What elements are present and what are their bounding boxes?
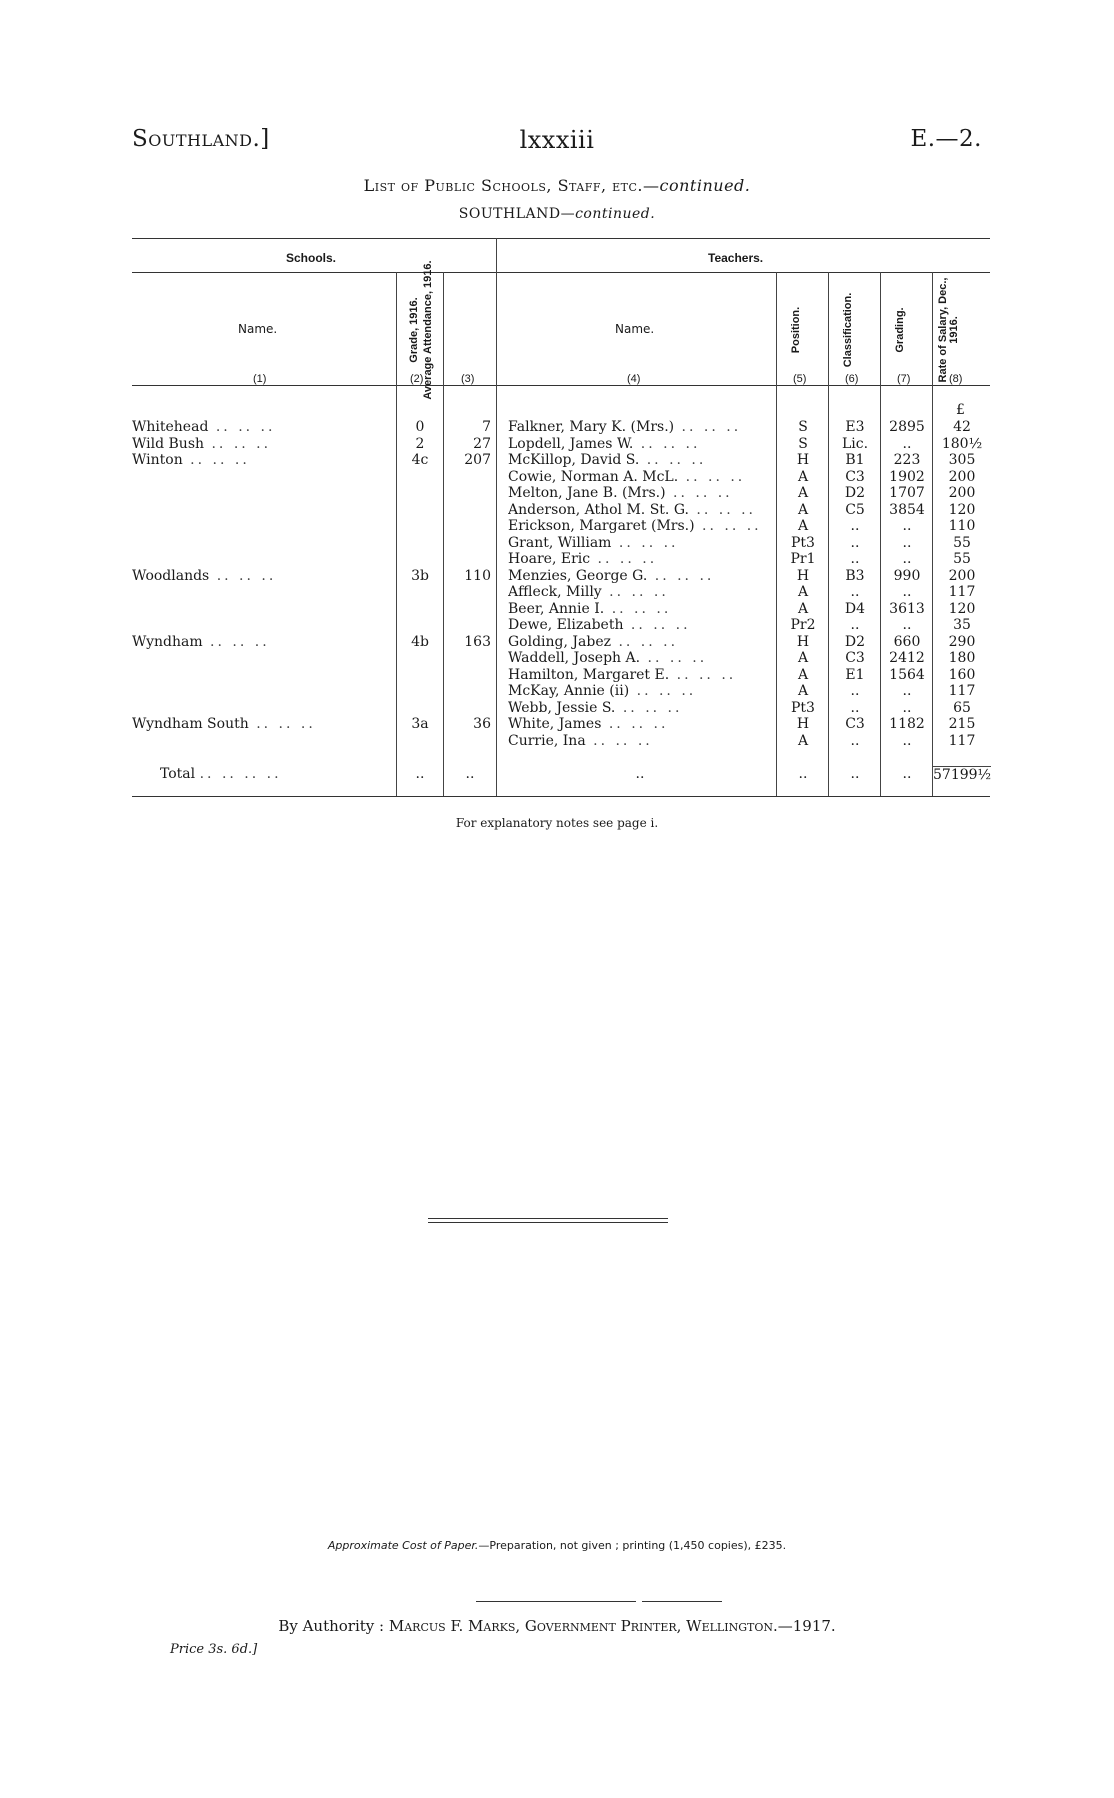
table-title-main: List of Public Schools, Staff, etc.—: [363, 176, 660, 195]
cell-salary: 117: [948, 683, 976, 699]
cell-position: A: [797, 650, 809, 666]
cell-classification: ..: [850, 518, 860, 534]
header-school-name: Name.: [238, 322, 278, 336]
cell-classification: ..: [850, 584, 860, 600]
cell-position: H: [796, 452, 810, 468]
total-teacher: ..: [635, 766, 645, 782]
col-number-1: (1): [253, 373, 267, 385]
authority-rule-1: [476, 1601, 636, 1602]
cell-salary: 200: [948, 485, 976, 501]
col-number-5: (5): [793, 373, 807, 385]
cell-classification: B3: [845, 567, 865, 584]
cell-classification: E3: [845, 419, 865, 435]
cell-salary: 180: [948, 650, 976, 666]
col-number-4: (4): [627, 373, 641, 385]
cell-grading: ..: [902, 732, 912, 749]
cell-school-name: Wild Bush .. .. ..: [132, 435, 272, 452]
cell-grading: 3613: [889, 600, 925, 617]
cell-salary: 55: [953, 534, 971, 551]
cell-grade: 4b: [411, 633, 429, 650]
cell-teacher-name: Currie, Ina .. .. ..: [508, 732, 653, 749]
cell-teacher-name: Hoare, Eric .. .. ..: [508, 551, 658, 567]
cell-classification: ..: [850, 699, 860, 716]
header-position: Position.: [790, 306, 802, 354]
cell-salary: 110: [948, 518, 976, 534]
table-subtitle-main: SOUTHLAND—: [458, 206, 576, 222]
group-teachers: Teachers.: [708, 251, 764, 265]
col-number-6: (6): [845, 373, 859, 385]
cell-teacher-name: Dewe, Elizabeth .. .. ..: [508, 617, 691, 633]
cell-salary: 180½: [941, 435, 983, 452]
explanatory-note: For explanatory notes see page i.: [455, 816, 659, 830]
table-subtitle-italic: continued.: [575, 206, 656, 222]
cell-teacher-name: Hamilton, Margaret E. .. .. ..: [508, 666, 737, 683]
group-schools: Schools.: [286, 251, 337, 265]
cell-classification: C3: [845, 716, 865, 732]
cell-position: Pt3: [791, 699, 815, 716]
cell-attendance: 207: [464, 452, 491, 468]
cell-teacher-name: Grant, William .. .. ..: [508, 534, 679, 551]
authority-rule-2: [642, 1601, 722, 1602]
end-rule-2: [428, 1222, 668, 1223]
col-divider-5: [828, 272, 829, 796]
cell-classification: B1: [845, 452, 865, 468]
total-position: ..: [798, 766, 808, 782]
table-title-italic: continued.: [659, 176, 751, 195]
cell-grade: 4c: [411, 452, 429, 468]
cell-grading: ..: [902, 518, 912, 534]
cell-salary: 215: [948, 716, 976, 732]
cell-position: A: [797, 666, 809, 683]
cell-salary: 120: [948, 501, 976, 518]
cell-grade: 3a: [411, 716, 429, 732]
cell-grading: 1564: [889, 666, 925, 683]
cell-grading: ..: [902, 683, 912, 699]
cell-classification: ..: [850, 732, 860, 749]
printer-name: Marcus F. Marks, Government Printer, Wellington.—1917.: [388, 1617, 836, 1635]
table-title: [0, 176, 1114, 195]
cell-salary: 35: [953, 617, 971, 633]
cell-classification: ..: [850, 617, 860, 633]
cell-position: A: [797, 683, 809, 699]
col-number-7: (7): [897, 373, 911, 385]
cell-grading: 3854: [889, 501, 925, 518]
cell-teacher-name: McKay, Annie (ii) .. .. ..: [508, 683, 697, 699]
cell-position: A: [797, 732, 809, 749]
authority-line: [0, 1617, 1114, 1635]
cell-position: S: [798, 419, 808, 435]
page-number: lxxxiii: [519, 126, 595, 154]
cell-teacher-name: Waddell, Joseph A. .. .. ..: [508, 650, 708, 666]
end-rule-1: [428, 1218, 668, 1219]
cell-classification: C3: [845, 650, 865, 666]
cell-classification: C5: [845, 501, 865, 518]
cell-grading: ..: [902, 617, 912, 633]
cell-position: A: [797, 600, 809, 617]
cell-teacher-name: Erickson, Margaret (Mrs.) .. .. ..: [508, 518, 762, 534]
cell-classification: D4: [844, 600, 866, 617]
cell-teacher-name: Cowie, Norman A. McL. .. .. ..: [508, 468, 746, 485]
cell-teacher-name: Golding, Jabez .. .. ..: [508, 633, 679, 650]
cell-grading: 223: [893, 452, 921, 468]
cell-grading: 1182: [889, 716, 925, 732]
cell-attendance: 163: [464, 633, 491, 650]
table-top-rule: [132, 238, 990, 239]
cell-teacher-name: Menzies, George G. .. .. ..: [508, 567, 715, 584]
cell-grade: 0: [415, 419, 425, 435]
cell-attendance: 110: [464, 567, 491, 584]
cell-salary: 290: [948, 633, 976, 650]
table-bottom-rule: [132, 796, 990, 797]
cell-grading: 1902: [889, 468, 925, 485]
cell-position: H: [796, 567, 810, 584]
header-teacher-name: Name.: [615, 322, 655, 336]
cell-salary: 200: [948, 567, 976, 584]
cell-teacher-name: McKillop, David S. .. .. ..: [508, 452, 707, 468]
cell-teacher-name: Anderson, Athol M. St. G. .. .. ..: [508, 501, 757, 518]
col-number-3: (3): [461, 373, 475, 385]
total-salary: 57199½: [933, 767, 992, 783]
cell-classification: D2: [844, 633, 866, 650]
cell-teacher-name: Lopdell, James W. .. .. ..: [508, 435, 701, 452]
table-subtitle: [0, 206, 1114, 222]
cell-position: Pr2: [790, 617, 816, 633]
header-grading: Grading.: [894, 307, 906, 353]
cell-teacher-name: White, James .. .. ..: [508, 716, 669, 732]
col-divider-4: [776, 272, 777, 796]
cell-grade: 2: [415, 435, 425, 452]
total-grade: ..: [415, 766, 425, 782]
header-attendance: Average Attendance, 1916.: [422, 260, 434, 400]
header-grade: Grade, 1916.: [408, 297, 420, 363]
cell-grading: ..: [902, 699, 912, 716]
cell-position: A: [797, 584, 809, 600]
cell-classification: C3: [845, 468, 865, 485]
cell-teacher-name: Melton, Jane B. (Mrs.) .. .. ..: [508, 485, 733, 501]
cell-classification: ..: [850, 683, 860, 699]
col-number-8: (8): [949, 373, 963, 385]
running-head-right: E.—2.: [910, 126, 982, 152]
cell-grading: 990: [893, 567, 921, 584]
cell-salary: 120: [948, 600, 976, 617]
cell-position: S: [798, 435, 808, 452]
col-divider-6: [880, 272, 881, 796]
cell-salary: 117: [948, 732, 976, 749]
cell-school-name: Wyndham South .. .. ..: [132, 716, 316, 732]
total-grading: ..: [902, 766, 912, 782]
cost-text: —Preparation, not given ; printing (1,450 copies), £235.: [478, 1539, 787, 1552]
cell-grading: 2895: [889, 419, 925, 435]
cell-classification: ..: [850, 534, 860, 551]
cell-classification: E1: [845, 666, 865, 683]
running-head-left: Southland.]: [132, 126, 270, 152]
col-divider-1: [396, 272, 397, 796]
cell-salary: 160: [948, 666, 976, 683]
col-divider-7: [932, 272, 933, 796]
total-attendance: ..: [465, 766, 475, 782]
cell-attendance: 36: [473, 716, 491, 732]
cell-grading: ..: [902, 534, 912, 551]
cell-classification: D2: [844, 485, 866, 501]
cell-position: H: [796, 716, 810, 732]
cell-school-name: Wyndham .. .. ..: [132, 633, 270, 650]
col-number-2: (2): [410, 373, 424, 385]
currency-symbol: £: [956, 402, 965, 418]
cell-salary: 55: [953, 551, 971, 567]
cost-label: Approximate Cost of Paper.: [327, 1539, 479, 1552]
authority-prefix: By Authority :: [278, 1617, 385, 1635]
cell-grading: 660: [893, 633, 921, 650]
cell-school-name: Winton .. .. ..: [132, 452, 250, 468]
cell-salary: 117: [948, 584, 976, 600]
cell-position: A: [797, 468, 809, 485]
cell-position: H: [796, 633, 810, 650]
cell-teacher-name: Webb, Jessie S. .. .. ..: [508, 699, 683, 716]
cell-classification: Lic.: [841, 435, 869, 452]
cell-grading: ..: [902, 551, 912, 567]
cell-salary: 200: [948, 468, 976, 485]
cell-attendance: 7: [482, 419, 491, 435]
cell-grading: 2412: [889, 650, 925, 666]
cell-teacher-name: Affleck, Milly .. .. ..: [508, 584, 669, 600]
cell-grade: 3b: [411, 567, 429, 584]
cell-salary: 65: [953, 699, 971, 716]
header-classification: Classification.: [842, 292, 854, 368]
cell-grading: ..: [902, 435, 912, 452]
price: Price 3s. 6d.]: [170, 1642, 258, 1657]
header-salary: Rate of Salary, Dec., 1916.: [937, 277, 960, 383]
cell-teacher-name: Falkner, Mary K. (Mrs.) .. .. ..: [508, 419, 742, 435]
cell-grading: ..: [902, 584, 912, 600]
cell-school-name: Whitehead .. .. ..: [132, 419, 276, 435]
total-label: Total .. .. .. ..: [160, 766, 282, 782]
cell-position: A: [797, 501, 809, 518]
cell-position: Pt3: [791, 534, 815, 551]
cell-salary: 42: [953, 419, 971, 435]
cell-position: Pr1: [790, 551, 816, 567]
cell-position: A: [797, 485, 809, 501]
cell-teacher-name: Beer, Annie I. .. .. ..: [508, 600, 672, 617]
col-divider-3: [496, 238, 497, 796]
cost-of-paper: [0, 1539, 1114, 1552]
cell-classification: ..: [850, 551, 860, 567]
cell-salary: 305: [948, 452, 976, 468]
cell-school-name: Woodlands .. .. ..: [132, 567, 277, 584]
cell-attendance: 27: [473, 435, 491, 452]
total-classification: ..: [850, 766, 860, 782]
cell-position: A: [797, 518, 809, 534]
cell-grading: 1707: [889, 485, 925, 501]
